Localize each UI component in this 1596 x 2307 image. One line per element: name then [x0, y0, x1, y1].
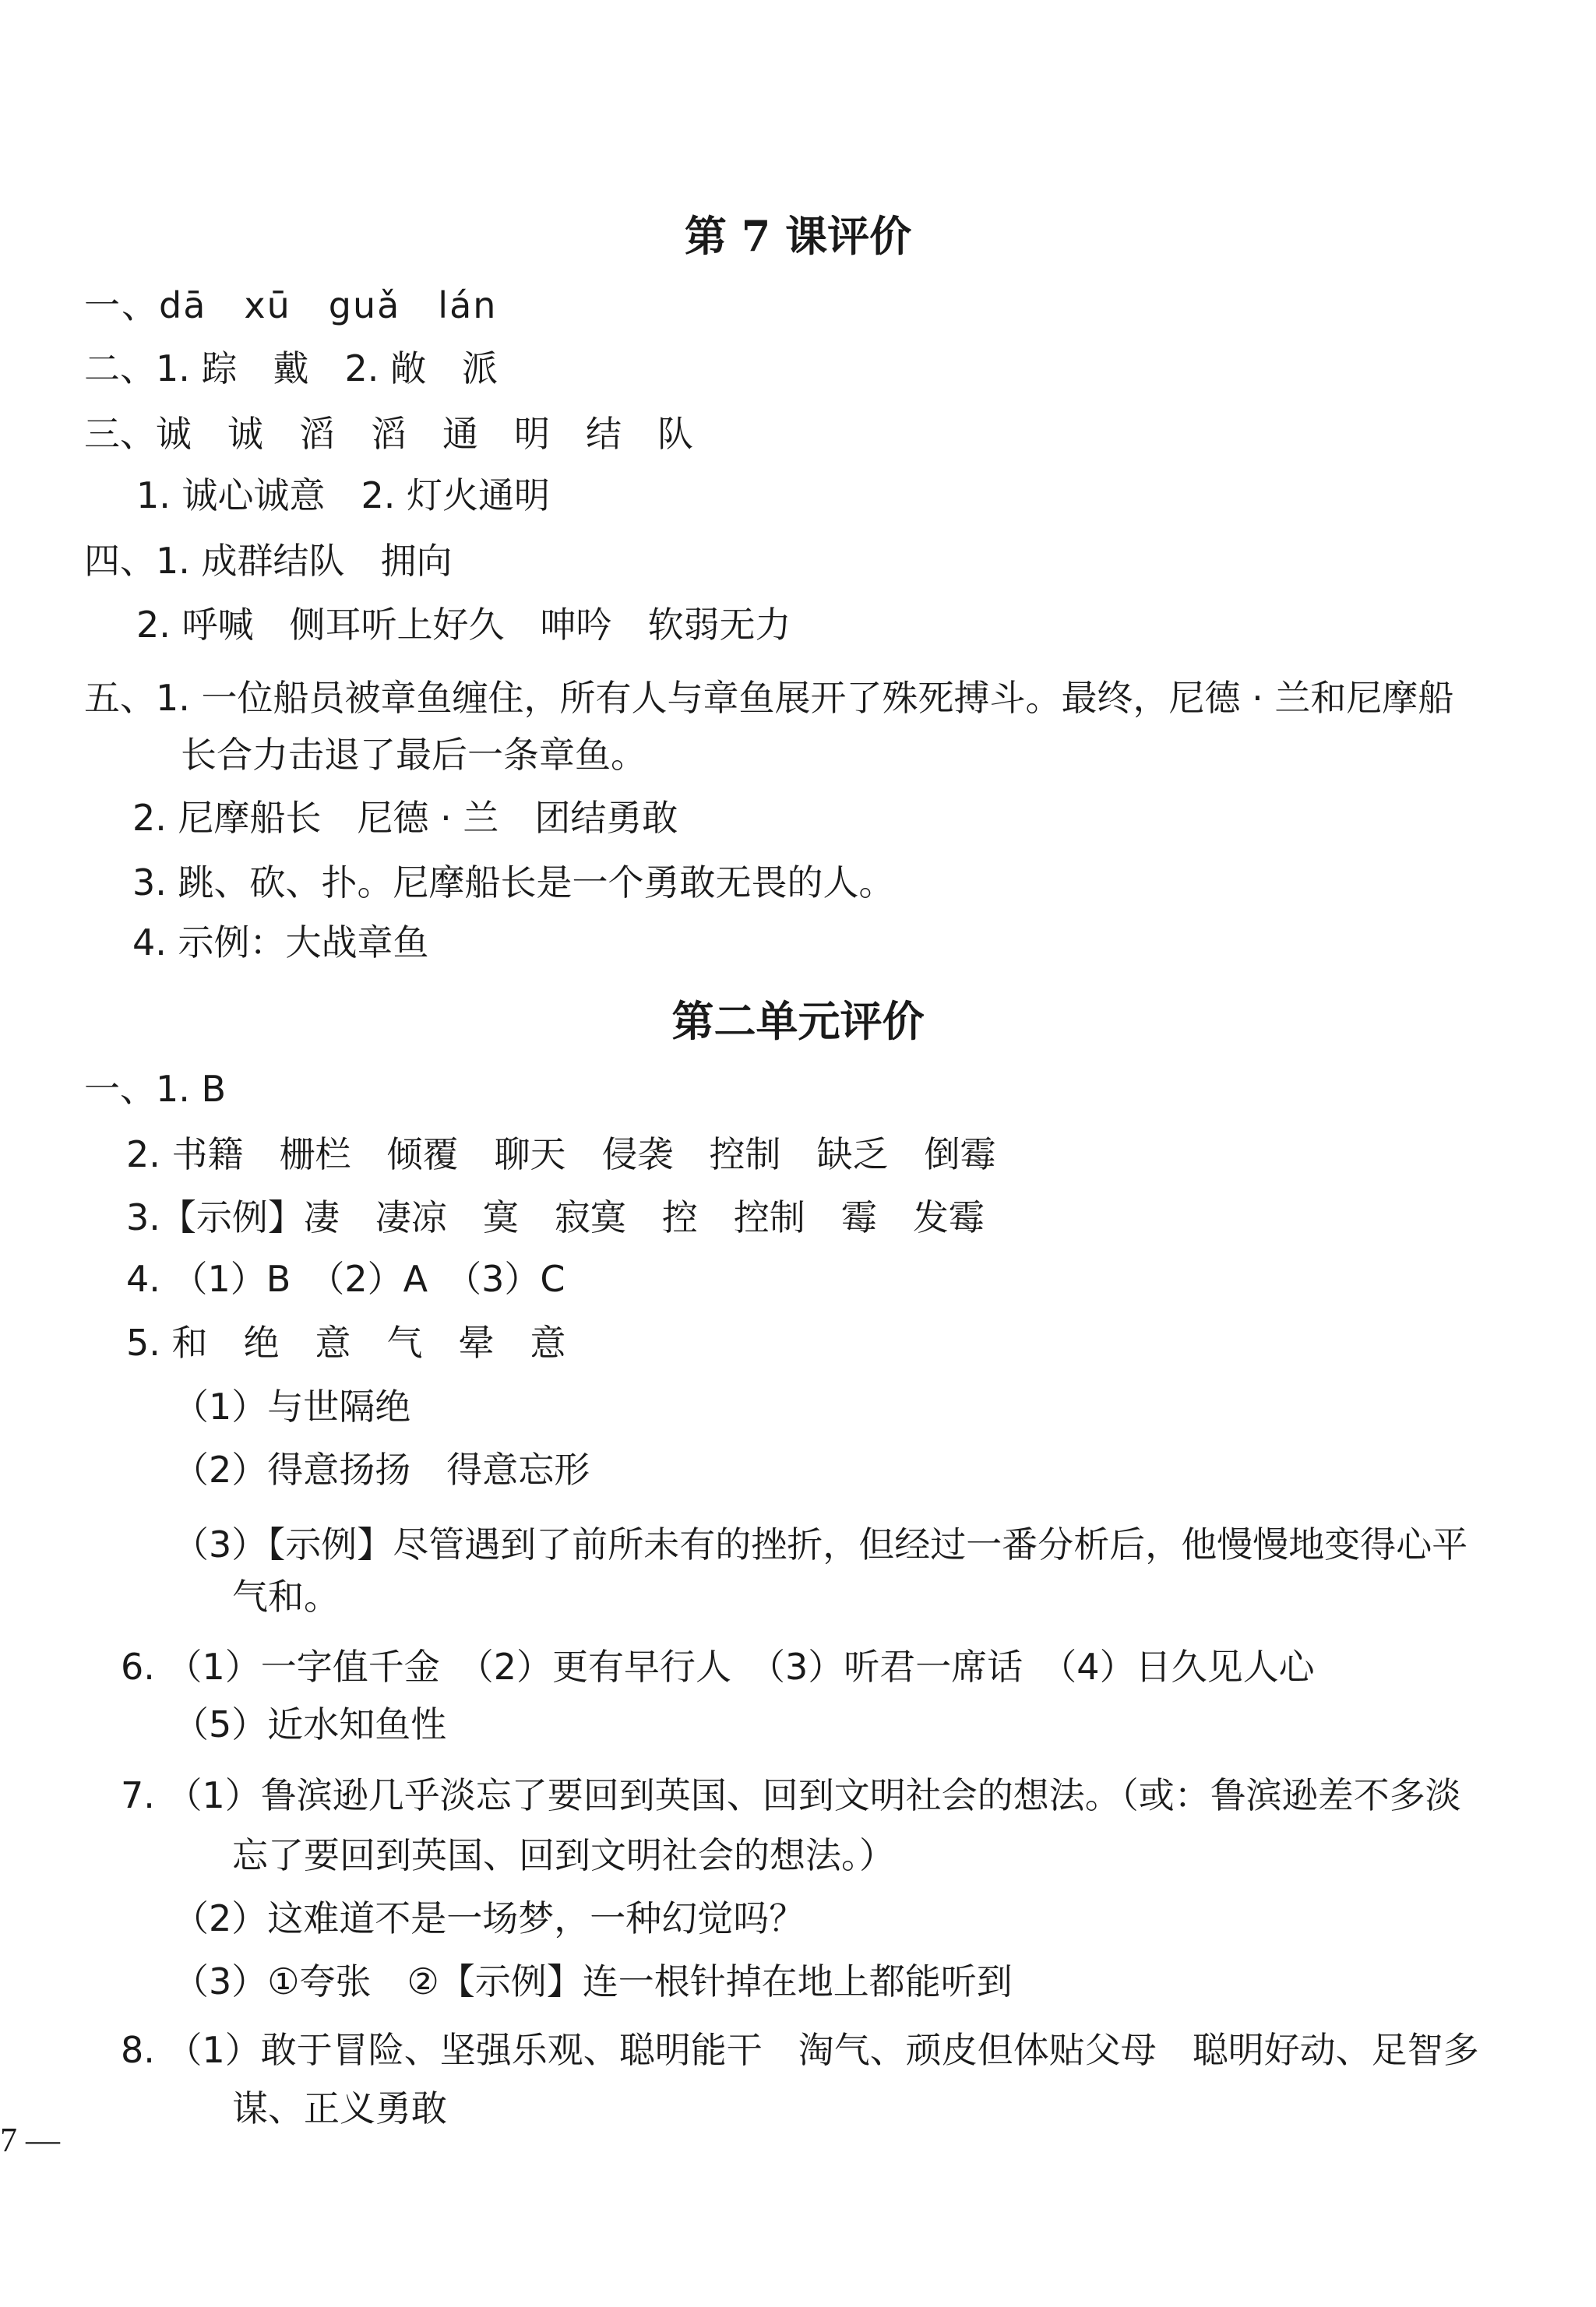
- answer-line: 5. 和 绝 意 气 晕 意: [126, 1322, 566, 1364]
- answer-line: 四、1. 成群结队 拥向: [84, 540, 453, 582]
- answer-line: 7. （1）鲁滨逊几乎淡忘了要回到英国、回到文明社会的想法。（或：鲁滨逊差不多淡: [121, 1774, 1461, 1816]
- answer-line: （3）【示例】尽管遇到了前所未有的挫折，但经过一番分析后，他慢慢地变得心平: [173, 1523, 1468, 1566]
- answer-line: 谋、正义勇敢: [232, 2087, 447, 2129]
- answer-line: 二、1. 踪 戴 2. 敞 派: [84, 347, 499, 389]
- answer-line: （3）①夸张 ②【示例】连一根针掉在地上都能听到: [173, 1960, 1013, 2002]
- answer-line: 3. 跳、砍、扑。尼摩船长是一个勇敢无畏的人。: [132, 861, 895, 903]
- answer-line: 一、dā xū guǎ lán: [84, 284, 498, 326]
- answer-line: 8. （1）敢于冒险、坚强乐观、聪明能干 淘气、顽皮但体贴父母 聪明好动、足智多: [121, 2029, 1479, 2071]
- section-title-unit2: 第二单元评价: [671, 996, 925, 1046]
- answer-line: 2. 呼喊 侧耳听上好久 呻吟 软弱无力: [136, 604, 791, 646]
- answer-line: 气和。: [232, 1576, 340, 1618]
- answer-line: 2. 尼摩船长 尼德 · 兰 团结勇敢: [132, 797, 678, 839]
- answer-line: （2）得意扬扬 得意忘形: [173, 1449, 590, 1491]
- answer-line: 长合力击退了最后一条章鱼。: [181, 734, 647, 776]
- answer-line: 6. （1）一字值千金 （2）更有早行人 （3）听君一席话 （4）日久见人心: [121, 1646, 1315, 1688]
- page-number: 7 —: [0, 2121, 60, 2159]
- answer-line: 五、1. 一位船员被章鱼缠住，所有人与章鱼展开了殊死搏斗。最终，尼德 · 兰和尼摩船: [84, 677, 1454, 719]
- answer-line: （1）与世隔绝: [173, 1386, 411, 1428]
- answer-line: 4. （1）B （2）A （3）C: [126, 1258, 565, 1300]
- answer-line: 一、1. B: [84, 1068, 227, 1110]
- answer-line: 2. 书籍 栅栏 倾覆 聊天 侵袭 控制 缺乏 倒霉: [126, 1133, 996, 1175]
- answer-line: 忘了要回到英国、回到文明社会的想法。）: [232, 1834, 895, 1876]
- answer-line: （2）这难道不是一场梦，一种幻觉吗？: [173, 1897, 805, 1939]
- section-title-lesson7: 第 7 课评价: [684, 211, 912, 261]
- answer-line: 三、诚 诚 滔 滔 通 明 结 队: [84, 413, 693, 455]
- answer-line: 1. 诚心诚意 2. 灯火通明: [136, 474, 551, 516]
- answer-line: 3.【示例】凄 凄凉 寞 寂寞 控 控制 霉 发霉: [126, 1196, 985, 1238]
- answer-line: 4. 示例：大战章鱼: [132, 921, 429, 963]
- answer-line: （5）近水知鱼性: [173, 1703, 447, 1745]
